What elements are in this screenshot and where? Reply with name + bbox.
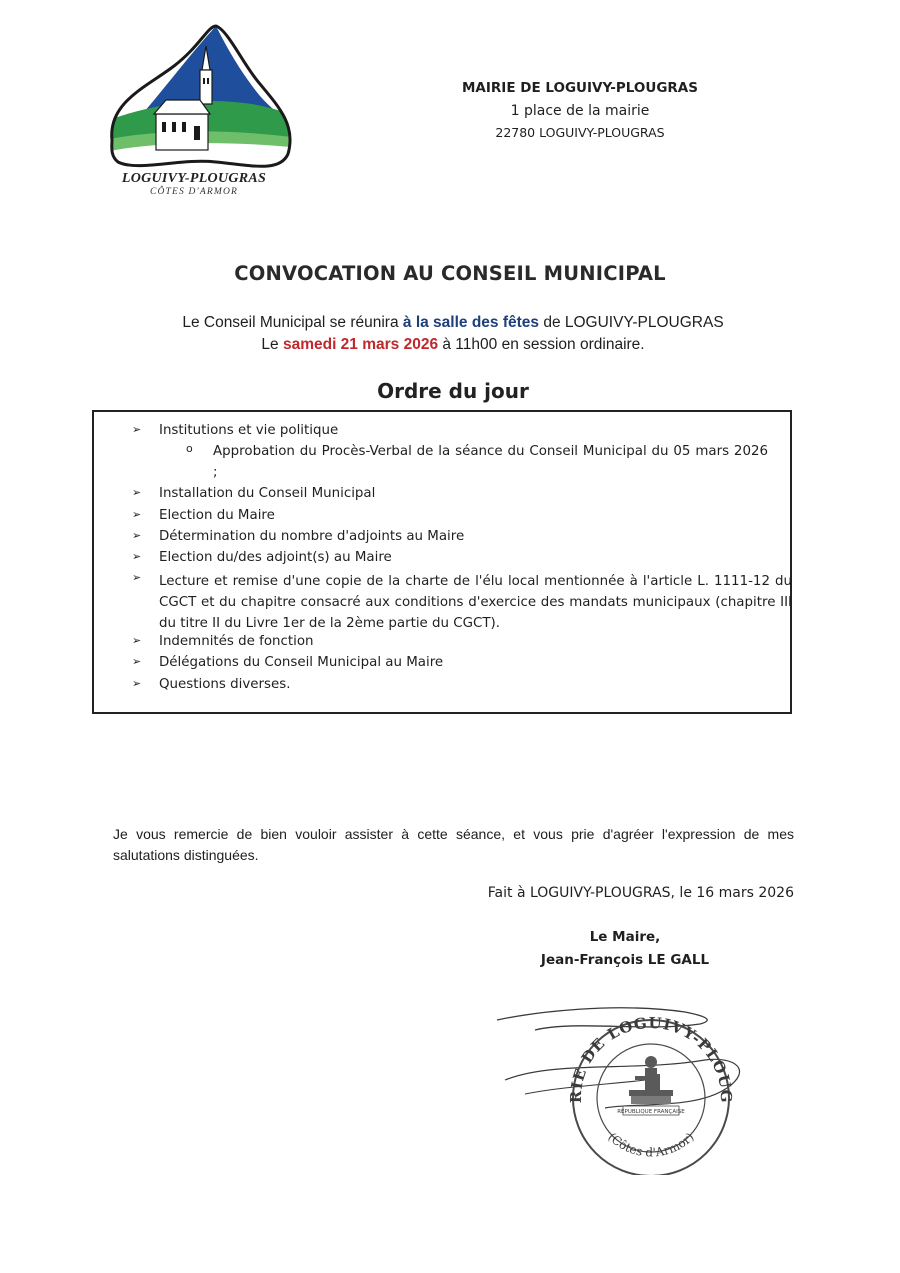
intro-line-1 [0,314,900,332]
header-mairie-name: MAIRIE DE LOGUIVY-PLOUGRAS [462,80,698,96]
svg-text:MAIRIE DE LOGUIVY-PLOUGRAS: RIE DE LOGUIVY-PLOUG [566,1013,736,1104]
intro-text: à 11h00 en session ordinaire. [438,336,645,353]
page-title: CONVOCATION AU CONSEIL MUNICIPAL [234,262,666,285]
header-street: 1 place de la mairie [510,103,650,119]
circle-bullet-icon: o [186,442,193,455]
arrow-bullet-icon: ➢ [132,655,142,668]
agenda-heading: Ordre du jour [377,379,529,403]
intro-text: de LOGUIVY-PLOUGRAS [539,314,724,331]
arrow-bullet-icon: ➢ [132,486,142,499]
arrow-bullet-icon: ➢ [132,634,142,647]
signatory-name: Jean-François LE GALL [540,952,710,968]
marianne-seal-icon [495,990,755,1175]
arrow-bullet-icon: ➢ [132,529,142,542]
arrow-bullet-icon: ➢ [132,571,142,584]
venue-highlight: à la salle des fêtes [402,314,540,331]
signatory-role: Le Maire, [589,929,661,945]
church-landscape-logo-icon [104,22,300,174]
place-date: Fait à LOGUIVY-PLOUGRAS, le 16 mars 2026 [487,885,794,901]
official-stamp [495,990,755,1175]
date-highlight: samedi 21 mars 2026 [282,336,439,353]
logo-subtitle: CÔTES D'ARMOR [149,187,239,197]
arrow-bullet-icon: ➢ [132,423,142,436]
svg-text:RÉPUBLIQUE FRANÇAISE: RÉPUBLIQUE FRANÇAISE [617,1109,685,1115]
arrow-bullet-icon: ➢ [132,677,142,690]
svg-text:(Côtes d'Armor): (Côtes d'Armor) [605,1129,697,1160]
closing-paragraph: Je vous remercie de bien vouloir assister à cette séance, et vous prie d'agréer l'expression de mes salutations distinguées. [113,826,794,863]
intro-text: Le [261,336,283,353]
arrow-bullet-icon: ➢ [132,550,142,563]
intro-line-2 [0,336,900,354]
logo-name: LOGUIVY-PLOUGRAS [121,171,267,186]
intro-text: Le Conseil Municipal se réunira [182,314,403,331]
header-city: 22780 LOGUIVY-PLOUGRAS [495,125,665,140]
arrow-bullet-icon: ➢ [132,508,142,521]
